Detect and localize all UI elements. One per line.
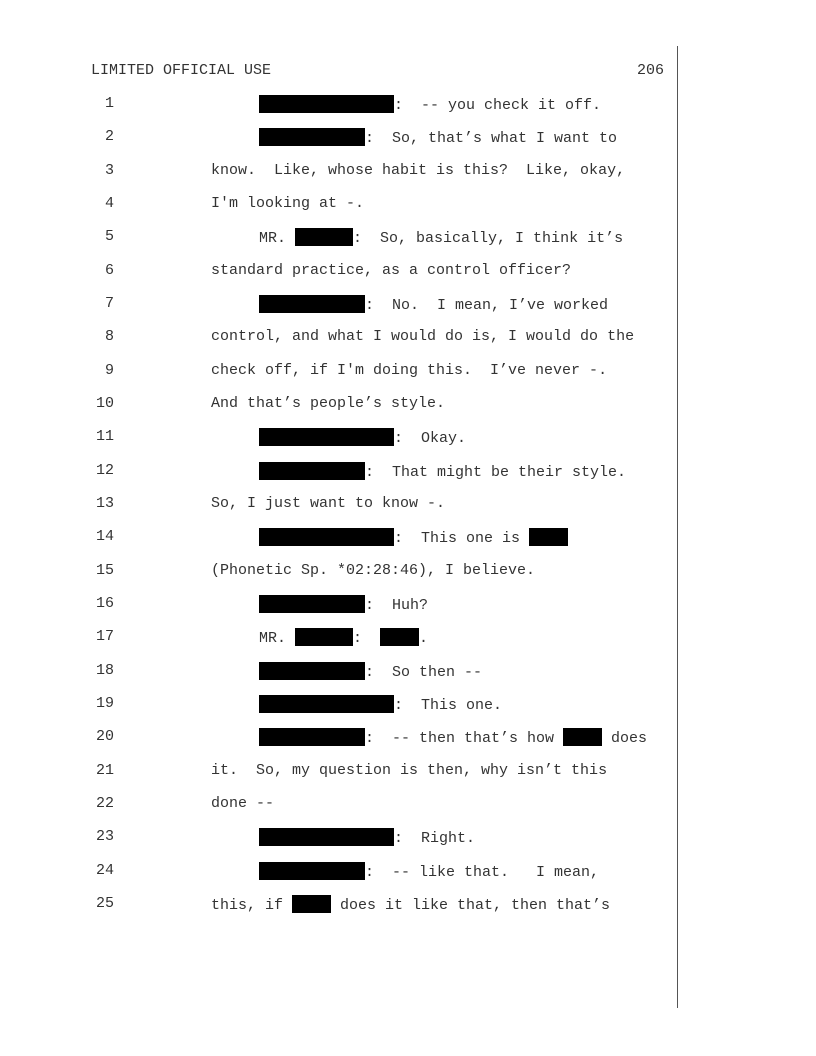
transcript-line [211, 895, 610, 914]
line-text: Okay. [403, 430, 467, 447]
line-number: 3 [104, 162, 114, 179]
line-number: 7 [104, 295, 114, 312]
line-number: 17 [95, 628, 114, 645]
transcript-line [259, 95, 601, 114]
classification-header: LIMITED OFFICIAL USE [91, 62, 272, 79]
speaker-prefix: MR. [259, 230, 296, 247]
line-number: 25 [95, 895, 114, 912]
line-number: 22 [95, 795, 114, 812]
line-tail: does it like that, then that’s [331, 897, 611, 914]
redaction-block [259, 862, 365, 880]
transcript-line: (Phonetic Sp. *02:28:46), I believe. [211, 562, 536, 579]
line-number: 19 [95, 695, 114, 712]
line-text: -- then that’s how [374, 730, 564, 747]
line-number: 9 [104, 362, 114, 379]
transcript-line: it. So, my question is then, why isn’t this [211, 762, 608, 779]
redaction-block [295, 628, 353, 646]
transcript-line [259, 662, 482, 681]
speaker-colon: : [394, 697, 404, 714]
redaction-block [259, 428, 394, 446]
line-text: This one is [403, 530, 530, 547]
line-number: 1 [104, 95, 114, 112]
speaker-colon: : [365, 864, 375, 881]
line-text: -- like that. I mean, [374, 864, 600, 881]
transcript-line: So, I just want to know -. [211, 495, 446, 512]
right-margin-rule [677, 46, 678, 1008]
line-number: 5 [104, 228, 114, 245]
speaker-colon: : [365, 664, 375, 681]
redaction-block [259, 595, 365, 613]
redaction-block [259, 662, 365, 680]
transcript-line [259, 595, 428, 614]
line-text: So, that’s what I want to [374, 130, 618, 147]
line-number: 14 [95, 528, 114, 545]
redaction-block [295, 228, 353, 246]
transcript-line: I'm looking at -. [211, 195, 365, 212]
redaction-block [259, 128, 365, 146]
speaker-prefix: MR. [259, 630, 296, 647]
redaction-block [380, 628, 419, 646]
speaker-colon: : [365, 730, 375, 747]
line-text: Right. [403, 830, 476, 847]
transcript-line [259, 862, 599, 881]
redaction-block [259, 828, 394, 846]
transcript-line: standard practice, as a control officer? [211, 262, 572, 279]
transcript-line [259, 695, 502, 714]
redaction-block [529, 528, 568, 546]
line-number: 20 [95, 728, 114, 745]
speaker-colon: : [353, 230, 363, 247]
line-number: 6 [104, 262, 114, 279]
line-number: 2 [104, 128, 114, 145]
line-number: 10 [95, 395, 114, 412]
transcript-line [259, 528, 568, 547]
line-text: -- you check it off. [403, 97, 602, 114]
speaker-colon: : [394, 97, 404, 114]
redaction-block [259, 95, 394, 113]
speaker-colon: : [394, 430, 404, 447]
transcript-line: control, and what I would do is, I would do the [211, 328, 635, 345]
redaction-block [259, 695, 394, 713]
transcript-line [259, 628, 428, 647]
transcript-line: know. Like, whose habit is this? Like, okay, [211, 162, 626, 179]
line-text: No. I mean, I’ve worked [374, 297, 609, 314]
transcript-line [259, 828, 475, 847]
redaction-block [259, 728, 365, 746]
transcript-line [259, 428, 466, 447]
speaker-colon: : [365, 597, 375, 614]
line-text: Huh? [374, 597, 429, 614]
line-tail: does [602, 730, 648, 747]
line-number: 23 [95, 828, 114, 845]
line-number: 13 [95, 495, 114, 512]
speaker-colon: : [365, 464, 375, 481]
line-number: 11 [95, 428, 114, 445]
speaker-colon: : [353, 630, 363, 647]
transcript-line: And that’s people’s style. [211, 395, 446, 412]
line-tail: . [419, 630, 429, 647]
redaction-block [259, 295, 365, 313]
line-number: 21 [95, 762, 114, 779]
line-text: So, basically, I think it’s [362, 230, 624, 247]
page-number: 206 [637, 62, 665, 79]
speaker-colon: : [365, 297, 375, 314]
line-text: This one. [403, 697, 503, 714]
redaction-block [292, 895, 331, 913]
redaction-block [259, 528, 394, 546]
transcript-line [259, 128, 617, 147]
line-text: That might be their style. [374, 464, 627, 481]
line-number: 18 [95, 662, 114, 679]
transcript-line [259, 295, 608, 314]
line-number: 8 [104, 328, 114, 345]
line-number: 4 [104, 195, 114, 212]
line-number: 16 [95, 595, 114, 612]
line-number: 12 [95, 462, 114, 479]
line-number: 15 [95, 562, 114, 579]
transcript-line [259, 462, 626, 481]
transcript-line: done -- [211, 795, 275, 812]
transcript-line [259, 228, 623, 247]
line-text [362, 630, 380, 647]
line-text: So then -- [374, 664, 483, 681]
speaker-colon: : [394, 830, 404, 847]
line-number: 24 [95, 862, 114, 879]
redaction-block [563, 728, 602, 746]
speaker-colon: : [365, 130, 375, 147]
speaker-colon: : [394, 530, 404, 547]
redaction-block [259, 462, 365, 480]
transcript-line: check off, if I'm doing this. I’ve never -. [211, 362, 608, 379]
transcript-line [259, 728, 647, 747]
line-text: this, if [211, 897, 293, 914]
